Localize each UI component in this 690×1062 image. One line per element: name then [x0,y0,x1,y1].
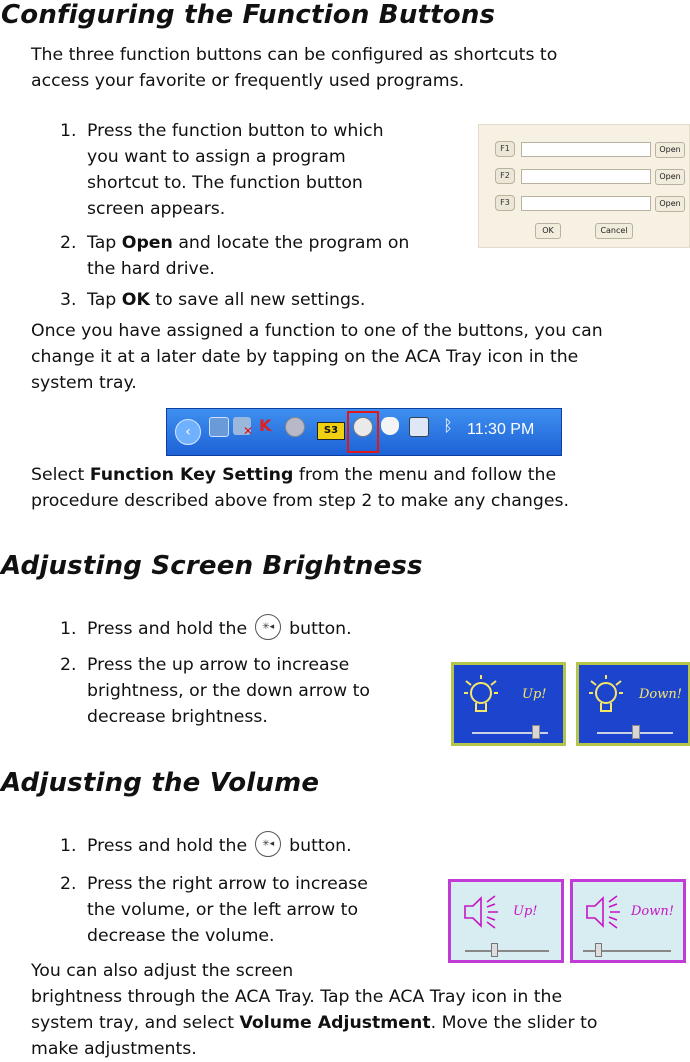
volume-down-panel [570,879,686,963]
volume-button-icon: ✳◂ [255,831,281,857]
step-line [87,290,365,310]
step-line [87,233,409,253]
para-line: make adjustments. [31,1039,197,1059]
step-bold-ok: OK [121,290,150,310]
para-line [31,1013,597,1033]
dialog-cancel-button[interactable]: Cancel [595,223,633,239]
reassign-paragraph [31,318,689,396]
volume-down-label: Down! [631,904,674,919]
step-text: Tap [87,290,122,310]
aca-tray-icon[interactable] [353,417,373,437]
step-number: 2. [60,233,77,253]
step-line: screen appears. [87,199,226,219]
fn-step-1 [60,118,480,222]
select-function-key-paragraph [31,462,569,514]
light-bulb-icon [464,673,498,719]
dialog-ok-button[interactable]: OK [535,223,561,239]
step-line: Press the right arrow to increase [87,874,368,894]
step-number: 1. [60,121,77,141]
step-line: brightness, or the down arrow to [87,681,370,701]
volume-aca-paragraph [31,958,689,1062]
para-text: from the menu and follow the [293,465,557,485]
f2-icon: F2 [495,168,515,184]
step-line: decrease the volume. [87,926,275,946]
network-disconnected-icon[interactable]: ✕ [233,417,251,435]
para-line: change it at a later date by tapping on the ACA Tray icon in the [31,347,579,367]
brightness-down-panel [576,662,690,746]
tray-back-arrow-icon[interactable]: ‹ [175,419,201,445]
f1-path-input[interactable] [521,142,651,157]
brightness-down-label: Down! [639,687,682,702]
speaker-icon [583,892,623,932]
mouse-icon[interactable] [381,417,399,435]
para-text: Select [31,465,90,485]
volume-slider[interactable] [595,943,602,957]
volume-step-1 [60,833,480,859]
brightness-slider[interactable] [532,725,540,739]
para-line [31,465,556,485]
step-line: you want to assign a program [87,147,346,167]
f3-path-input[interactable] [521,196,651,211]
step-number: 3. [60,290,77,310]
brightness-step-2 [60,652,480,730]
fn-step-2 [60,230,480,282]
para-line: system tray. [31,373,137,393]
para-line: You can also adjust the screen [31,961,294,981]
brightness-up-panel [451,662,566,746]
para-line: brightness through the ACA Tray. Tap the ACA Tray icon in the [31,987,563,1007]
f3-icon: F3 [495,195,515,211]
step-text: button. [289,836,352,856]
step-number: 1. [60,619,77,639]
step-text: to save all new settings. [149,290,366,310]
volume-up-label: Up! [513,904,538,919]
tray-clock[interactable]: 11:30 PM [467,421,535,438]
para-line: procedure described above from step 2 to make any changes. [31,491,569,511]
step-text: Press and hold the [87,836,248,856]
step-line: Press the function button to which [87,121,384,141]
intro-line-2: access your favorite or frequently used programs. [31,71,465,91]
k-app-icon[interactable]: K [259,416,272,435]
para-line: Once you have assigned a function to one of the buttons, you can [31,321,603,341]
step-text: Press and hold the [87,619,248,639]
section-title-function-buttons: Configuring the Function Buttons [1,0,496,30]
brightness-button-icon: ✳◂ [255,614,281,640]
para-text: . Move the slider to [430,1013,598,1033]
volume-step-2 [60,871,480,949]
step-bold-open: Open [121,233,173,253]
brightness-step-1 [60,616,480,642]
section-title-screen-brightness: Adjusting Screen Brightness [1,551,423,581]
fn-step-3 [60,287,480,313]
step-text: button. [289,619,352,639]
para-text: system tray, and select [31,1013,240,1033]
volume-track [465,950,549,952]
step-line: decrease brightness. [87,707,268,727]
step-number: 2. [60,874,77,894]
light-bulb-icon [589,673,623,719]
function-key-dialog [478,124,690,248]
step-line: Press the up arrow to increase [87,655,350,675]
volume-slider[interactable] [491,943,498,957]
step-text: Tap [87,233,122,253]
brightness-slider[interactable] [632,725,640,739]
step-text: and locate the program on [172,233,410,253]
network-icon[interactable] [209,417,229,437]
step-line: the hard drive. [87,259,215,279]
step-number: 1. [60,836,77,856]
brightness-up-label: Up! [522,687,547,702]
step-line: the volume, or the left arrow to [87,900,359,920]
section-title-volume: Adjusting the Volume [1,768,320,798]
step-line: shortcut to. The function button [87,173,363,193]
system-tray [166,408,562,456]
bluetooth-icon[interactable]: ᛒ [443,416,453,435]
bold-function-key-setting: Function Key Setting [89,465,294,485]
f3-open-button[interactable]: Open [655,196,685,212]
volume-up-panel [448,879,564,963]
bold-volume-adjustment: Volume Adjustment [239,1013,431,1033]
f2-open-button[interactable]: Open [655,169,685,185]
step-number: 2. [60,655,77,675]
s3-graphics-icon[interactable]: S3 [317,422,345,440]
speaker-icon[interactable] [285,417,305,437]
speaker-icon [461,892,501,932]
f1-icon: F1 [495,141,515,157]
f2-path-input[interactable] [521,169,651,184]
intro-line-1: The three function buttons can be configured as shortcuts to [31,45,558,65]
f1-open-button[interactable]: Open [655,142,685,158]
intro-text [31,42,557,94]
display-icon[interactable] [409,417,429,437]
